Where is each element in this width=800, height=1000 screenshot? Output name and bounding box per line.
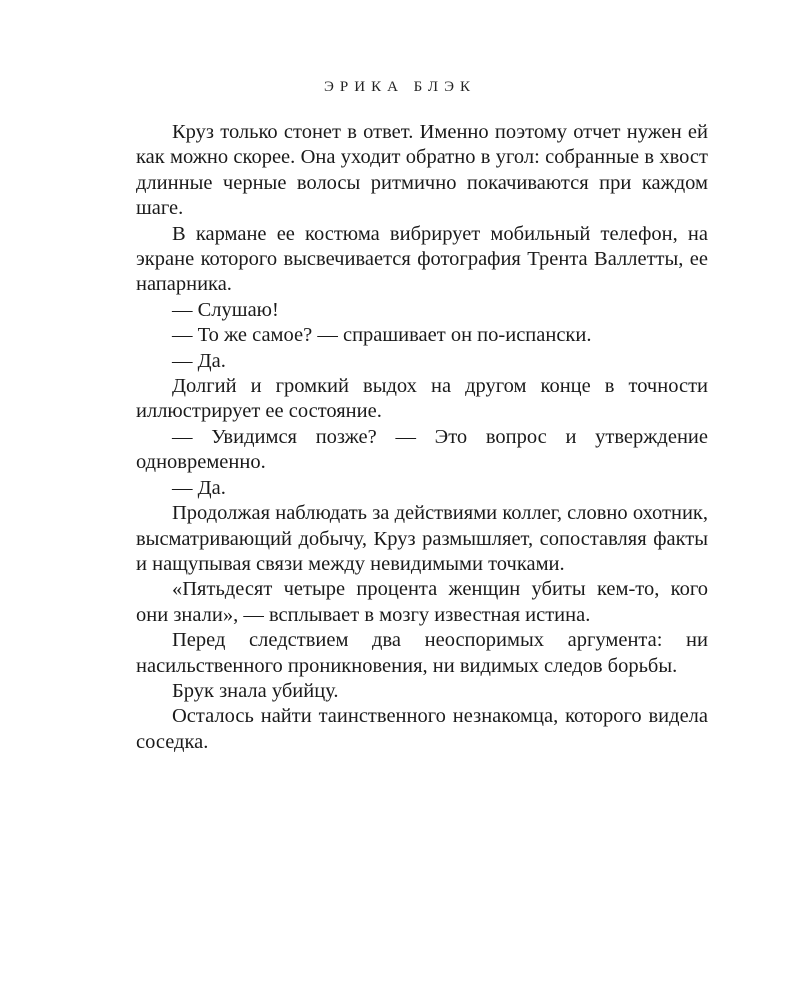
paragraph: Круз только стонет в ответ. Именно поэтому отчет нужен ей как можно скорее. Она уходит обратно в угол: собранные в хвост длинные черные волосы ритмично покачиваются при каждом шаге. xyxy=(136,121,708,220)
dialogue-line: — Увидимся позже? — Это вопрос и утверждение одновременно. xyxy=(136,425,708,474)
dialogue-line: — Слушаю! xyxy=(172,298,279,321)
dialogue-line: — Да. xyxy=(172,349,226,372)
paragraph: Долгий и громкий выдох на другом конце в точности иллюстрирует ее состояние. xyxy=(136,375,708,423)
paragraph: Продолжая наблюдать за действиями коллег, словно охотник, высматривающий добычу, Круз размышляет, сопоставляя факты и нащупывая связи между невидимыми точками. xyxy=(136,502,708,575)
dialogue-line: — Да. xyxy=(172,476,226,499)
body-text xyxy=(136,120,708,755)
paragraph: Осталось найти таинственного незнакомца, которого видела соседка. xyxy=(136,705,708,753)
paragraph: В кармане ее костюма вибрирует мобильный телефон, на экране которого высвечивается фотография Трента Валлетты, ее напарника. xyxy=(136,222,708,296)
paragraph: Перед следствием два неоспоримых аргумента: ни насильственного проникновения, ни видимых следов борьбы. xyxy=(136,629,708,677)
dialogue-line: — То же самое? — спрашивает он по-испански. xyxy=(172,324,592,347)
running-head-author: ЭРИКА БЛЭК xyxy=(324,79,476,95)
paragraph: Брук знала убийцу. xyxy=(172,679,339,702)
paragraph: «Пятьдесят четыре процента женщин убиты кем-то, кого они знали», — всплывает в мозгу известная истина. xyxy=(136,578,708,626)
